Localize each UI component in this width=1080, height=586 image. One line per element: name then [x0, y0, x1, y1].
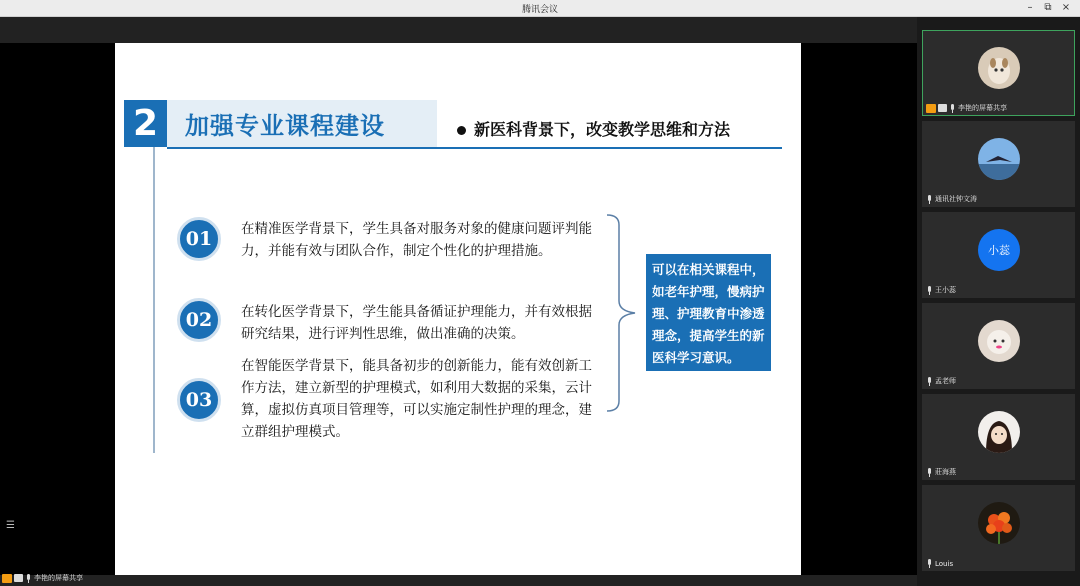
- participant-tile[interactable]: [922, 303, 1075, 389]
- avatar: [978, 502, 1020, 544]
- mic-icon: [926, 286, 933, 295]
- share-label: 李艳的屏幕共享: [2, 573, 83, 583]
- participant-name-row: 通讯社钟文涛: [926, 194, 977, 204]
- item-badge: 03: [177, 378, 221, 422]
- section-number: 2: [124, 100, 167, 147]
- window-titlebar: [0, 0, 1080, 17]
- restore-icon[interactable]: ⧉: [1044, 2, 1052, 13]
- list-icon[interactable]: ☰: [6, 520, 15, 531]
- participant-name-row: Louis: [926, 559, 953, 568]
- avatar: [978, 411, 1020, 453]
- participant-tile[interactable]: [922, 212, 1075, 298]
- summary-box: 可以在相关课程中，如老年护理，慢病护理、护理教育中渗透理念，提高学生的新医科学习意识。: [646, 254, 771, 371]
- participant-name-row: 孟老师: [926, 376, 956, 386]
- camera-icon: [14, 574, 23, 582]
- slide-title: 加强专业课程建设: [185, 112, 385, 140]
- share-screen-icon: [2, 574, 12, 583]
- right-brace-icon: [605, 213, 645, 413]
- participant-tile[interactable]: [922, 121, 1075, 207]
- participant-sidebar: [917, 17, 1080, 586]
- participant-tile[interactable]: [922, 394, 1075, 480]
- presentation-slide: [115, 43, 801, 575]
- share-screen-icon: [926, 104, 936, 113]
- mic-icon: [25, 574, 32, 583]
- item-text: 在智能医学背景下，能具备初步的创新能力，能有效创新工作方法，建立新型的护理模式，如利用大数据的采集，云计算，虚拟仿真项目管理等，可以实施定制性护理的理念，建立群组护理模式。: [241, 358, 592, 440]
- participant-name-row: 莊海燕: [926, 467, 956, 477]
- item-text: 在转化医学背景下，学生能具备循证护理能力，并有效根据研究结果，进行评判性思维，做出准确的决策。: [241, 304, 592, 342]
- mic-icon: [926, 377, 933, 386]
- item-badge: 01: [177, 217, 221, 261]
- left-rule: [153, 147, 155, 453]
- participant-tile[interactable]: [922, 30, 1075, 116]
- avatar: 小蕊: [978, 229, 1020, 271]
- mic-icon: [926, 195, 933, 204]
- window-title: 腾讯会议: [521, 5, 558, 15]
- participant-name-row: 李艳的屏幕共享: [926, 103, 1007, 113]
- minimize-icon[interactable]: –: [1027, 2, 1033, 13]
- stage-bottom-strip: [0, 575, 917, 586]
- avatar: [978, 47, 1020, 89]
- bullet-dot-icon: [457, 126, 466, 135]
- stage-top-strip: [0, 17, 917, 43]
- participant-name-row: 王小蕊: [926, 285, 956, 295]
- mic-icon: [926, 559, 933, 568]
- item-badge: 02: [177, 298, 221, 342]
- avatar: [978, 320, 1020, 362]
- participant-tile[interactable]: [922, 485, 1075, 571]
- mic-icon: [949, 104, 956, 113]
- title-underline: [167, 147, 782, 149]
- avatar: [978, 138, 1020, 180]
- camera-icon: [938, 104, 947, 112]
- shared-screen-area: [0, 17, 917, 586]
- close-icon[interactable]: ×: [1061, 2, 1071, 13]
- mic-icon: [926, 468, 933, 477]
- slide-subtitle: 新医科背景下，改变教学思维和方法: [457, 117, 730, 140]
- item-text: 在精准医学背景下，学生具备对服务对象的健康问题评判能力，并能有效与团队合作，制定个性化的护理措施。: [241, 221, 592, 259]
